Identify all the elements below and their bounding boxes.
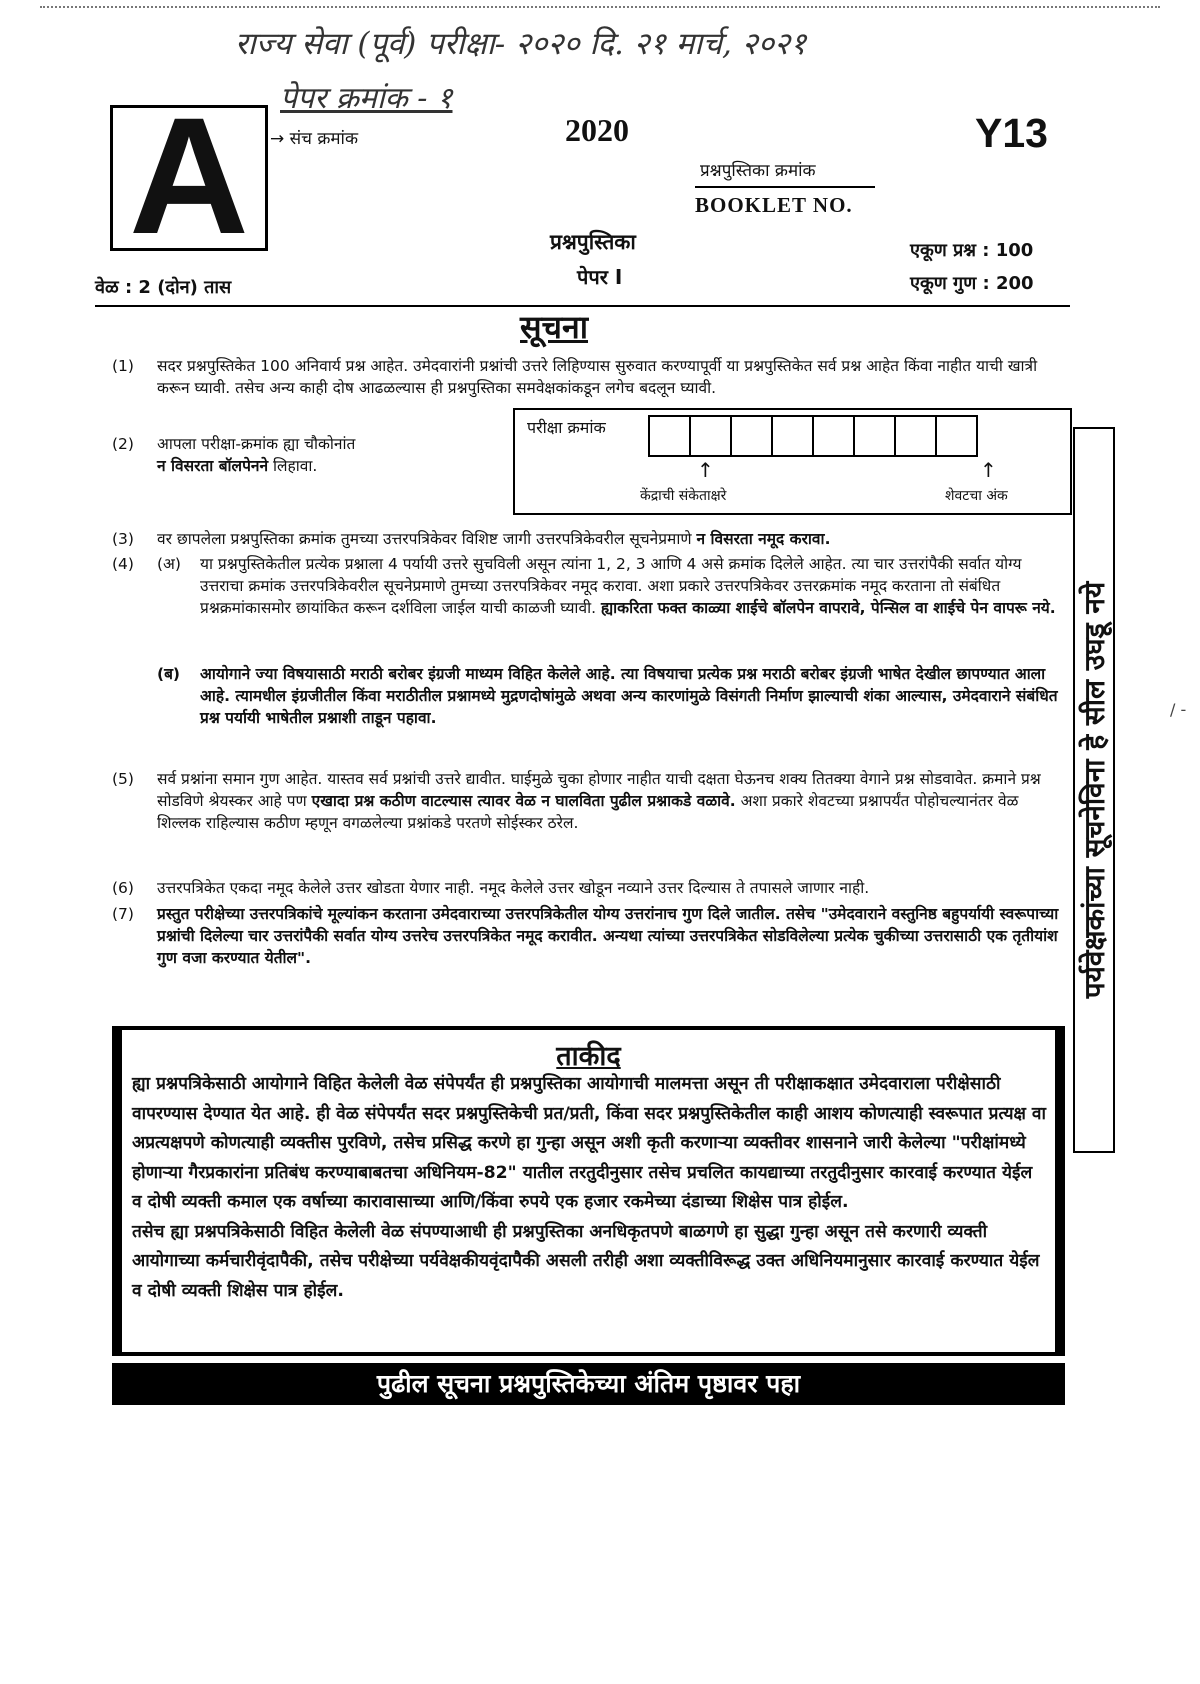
stray-mark: / - bbox=[1170, 700, 1187, 719]
seal-note-text: पर्यवेक्षकांच्या सूचनेविना हे सील उघडू नये bbox=[1078, 581, 1111, 999]
set-label: → संच क्रमांक bbox=[270, 129, 359, 149]
instruction-4a-body: या प्रश्नपुस्तिकेतील प्रत्येक प्रश्नाला 4 पर्यायी उत्तरे सुचविली असून त्यांना 1, 2, 3 आणि 4 असे क्रमांक दिलेले आहेत. त्या चार उत्तरांपैकी सर्वात योग्य उत्तराचा क्रमांक उत्तरपत्रिकेवरील सूचनेप्रमाणे तुमच्या उत्तरपत्रिकेवर नमूद करावा. अशा प्रकारे उत्तरपत्रिकेवर उत्तरक्रमांक नमूद करताना तो संबंधित प्रश्नक्रमांकासमोर छायांकित करून दर्शविला जाईल याची काळजी घ्यावी. bbox=[200, 555, 1022, 617]
roll-number-label: परीक्षा क्रमांक bbox=[527, 418, 606, 437]
instruction-5-text-bold: एखादा प्रश्न कठीण वाटल्यास त्यावर वेळ न घालविता पुढील प्रश्नाकडे वळावे. bbox=[311, 792, 736, 810]
instruction-2-text-bold: न विसरता बॉलपेनने bbox=[157, 457, 269, 475]
set-letter: A bbox=[129, 105, 249, 251]
instruction-2-text bbox=[157, 433, 502, 477]
roll-cell[interactable] bbox=[812, 415, 855, 457]
instruction-3-text bbox=[157, 528, 1062, 550]
instruction-2-number: (2) bbox=[112, 435, 134, 453]
instructions-title: सूचना bbox=[520, 308, 589, 346]
booklet-number-label-english: BOOKLET NO. bbox=[695, 193, 853, 217]
roll-cell[interactable] bbox=[689, 415, 732, 457]
instruction-4b-label: (ब) bbox=[157, 665, 181, 683]
roll-number-cells bbox=[650, 415, 978, 457]
instruction-5-number: (5) bbox=[112, 770, 134, 788]
seal-note-box bbox=[1073, 427, 1115, 1153]
instruction-6-number: (6) bbox=[112, 879, 134, 897]
booklet-number-divider bbox=[695, 186, 875, 188]
roll-cell[interactable] bbox=[771, 415, 814, 457]
roll-cell[interactable] bbox=[894, 415, 937, 457]
warning-paragraph-2: तसेच ह्या प्रश्नपत्रिकेसाठी विहित केलेली वेळ संपण्याआधी ही प्रश्नपुस्तिका अनधिकृतपणे बाळगणे हा सुद्धा गुन्हा असून तसे करणारी व्यक्ती आयोगाच्या कर्मचारीवृंदापैकी, तसेच परीक्षेच्या पर्यवेक्षकीयवृंदापैकी असली तरीही अशा व्यक्तीविरूद्ध उक्त अधिनियमानुसार कारवाई करण्यात येईल व दोषी व्यक्ती शिक्षेस पात्र होईल. bbox=[132, 1221, 1040, 1301]
instruction-3-text-bold: न विसरता नमूद करावा. bbox=[696, 530, 831, 548]
instruction-7-number: (7) bbox=[112, 905, 134, 923]
instruction-4a-text bbox=[200, 553, 1062, 619]
roll-cell[interactable] bbox=[648, 415, 691, 457]
instruction-4b-text: आयोगाने ज्या विषयासाठी मराठी बरोबर इंग्रजी माध्यम विहित केलेले आहे. त्या विषयाचा प्रत्येक प्रश्न मराठी बरोबर इंग्रजी भाषेत देखील छापण्यात आला आहे. त्यामधील इंग्रजीतील किंवा मराठीतील प्रश्नामध्ये मुद्रणदोषांमुळे अथवा अन्य कारणांमुळे विसंगती निर्माण झाल्याची शंका आल्यास, उमेदवाराने संबंधित प्रश्न पर्यायी भाषेतील प्रश्नाशी ताडून पहावा. bbox=[200, 665, 1058, 727]
instruction-6-text: उत्तरपत्रिकेत एकदा नमूद केलेले उत्तर खोडता येणार नाही. नमूद केलेले उत्तर खोडून नव्याने उत्तर दिल्यास ते तपासले जाणार नाही. bbox=[157, 879, 870, 897]
roll-cell[interactable] bbox=[730, 415, 773, 457]
instruction-2-text-c: लिहावा. bbox=[268, 457, 318, 475]
instruction-7-text: प्रस्तुत परीक्षेच्या उत्तरपत्रिकांचे मूल्यांकन करताना उमेदवाराच्या उत्तरपत्रिकेतील योग्य उत्तरांनाच गुण दिले जातील. तसेच "उमेदवाराने वस्तुनिष्ठ बहुपर्यायी स्वरूपाच्या प्रश्नांची दिलेल्या चार उत्तरांपैकी सर्वात योग्य उत्तरेच उत्तरपत्रिकेत नमूद करावीत. अन्यथा त्यांच्या उत्तरपत्रिकेत सोडविलेल्या प्रत्येक चुकीच्या उत्तरासाठी एक तृतीयांश गुण वजा करण्यात येतील". bbox=[157, 905, 1059, 967]
exam-duration: वेळ : 2 (दोन) तास bbox=[95, 277, 232, 298]
total-questions: एकूण प्रश्न : 100 bbox=[910, 240, 1034, 261]
roll-number-box bbox=[513, 408, 1072, 515]
instruction-4a-label: (अ) bbox=[157, 555, 181, 573]
handwritten-exam-note: राज्य सेवा (पूर्व) परीक्षा- २०२० दि. २१ मार्च, २०२१ bbox=[235, 26, 807, 62]
warning-body bbox=[132, 1070, 1047, 1306]
footer-banner: पुढील सूचना प्रश्नपुस्तिकेच्या अंतिम पृष्ठावर पहा bbox=[112, 1363, 1065, 1405]
top-dotted-border bbox=[40, 6, 1160, 8]
instruction-5-text bbox=[157, 768, 1062, 834]
booklet-number-label-marathi: प्रश्नपुस्तिका क्रमांक bbox=[700, 161, 816, 181]
instruction-4a-bold: ह्याकरिता फक्त काळ्या शाईचे बॉलपेन वापरावे, पेन्सिल वा शाईचे पेन वापरू नये. bbox=[600, 599, 1056, 617]
handwritten-paper-number: पेपर क्रमांक - १ bbox=[280, 81, 453, 116]
total-marks: एकूण गुण : 200 bbox=[910, 273, 1034, 294]
instruction-3-text-a: वर छापलेला प्रश्नपुस्तिका क्रमांक तुमच्या उत्तरपत्रिकेवर विशिष्ट जागी उत्तरपत्रिकेवरील सूचनेप्रमाणे bbox=[157, 530, 697, 548]
arrow-up-icon: ↑ bbox=[980, 458, 997, 482]
last-digit-caption: शेवटचा अंक bbox=[945, 488, 1008, 504]
instruction-2-text-a: आपला परीक्षा-क्रमांक ह्या चौकोनांत bbox=[157, 435, 356, 453]
arrow-up-icon: ↑ bbox=[697, 458, 714, 482]
roll-cell[interactable] bbox=[853, 415, 896, 457]
instruction-3-number: (3) bbox=[112, 530, 134, 548]
exam-year: 2020 bbox=[565, 112, 629, 148]
instruction-4-number: (4) bbox=[112, 555, 134, 573]
set-letter-box bbox=[110, 105, 268, 251]
instruction-5-text-a: सर्व प्रश्नांना समान गुण आहेत. यास्तव सर्व प्रश्नांची उत्तरे द्यावीत. घाईमुळे चुका होणार नाहीत याची दक्षता घेऊनच शक्य तितक्या वेगाने प्रश्न सोडवावेत. क्रमाने प्रश्न सोडविणे श्रेयस्कर आहे पण bbox=[157, 770, 1041, 810]
question-booklet-title: प्रश्नपुस्तिका bbox=[550, 230, 636, 254]
warning-title: ताकीद bbox=[556, 1041, 621, 1072]
center-code-caption: केंद्राची संकेताक्षरे bbox=[640, 488, 727, 504]
instruction-1-text: सदर प्रश्नपुस्तिकेत 100 अनिवार्य प्रश्न आहेत. उमेदवारांनी प्रश्नांची उत्तरे लिहिण्यास सुरुवात करण्यापूर्वी या प्रश्नपुस्तिकेत सर्व प्रश्न आहेत किंवा नाहीत याची खात्री करून घ्यावी. तसेच अन्य काही दोष आढळल्यास ही प्रश्नपुस्तिका समवेक्षकांकडून लगेच बदलून घ्यावी. bbox=[157, 357, 1038, 397]
instruction-1-number: (1) bbox=[112, 357, 134, 375]
roll-cell[interactable] bbox=[935, 415, 978, 457]
warning-paragraph-1: ह्या प्रश्नपत्रिकेसाठी आयोगाने विहित केलेली वेळ संपेपर्यंत ही प्रश्नपुस्तिका आयोगाची मालमत्ता असून ती परीक्षाकक्षात उमेदवाराला परीक्षेसाठी वापरण्यास देण्यात येत आहे. ही वेळ संपेपर्यंत सदर प्रश्नपुस्तिकेची प्रत/प्रती, किंवा सदर प्रश्नपुस्तिकेतील काही आशय कोणत्याही स्वरूपात प्रत्यक्ष वा अप्रत्यक्षपणे कोणत्याही व्यक्तीस पुरविणे, तसेच प्रसिद्ध करणे हा गुन्हा असून अशी कृती करणाऱ्या व्यक्तीवर शासनाने जारी केलेल्या "परीक्षांमध्ये होणाऱ्या गैरप्रकारांना प्रतिबंध करण्याबाबतचा अधिनियम-82" यातील तरतुदीनुसार तसेच प्रचलित कायद्याच्या तरतुदीनुसार कारवाई करण्यात येईल व दोषी व्यक्ती कमाल एक वर्षाच्या कारावासाच्या आणि/किंवा रुपये एक हजार रकमेच्या दंडाच्या शिक्षेस पात्र होईल. bbox=[132, 1074, 1046, 1212]
warning-box bbox=[112, 1026, 1065, 1356]
instruction-5-text-c: अशा प्रकारे शेवटच्या प्रश्नापर्यंत पोहोचल्यानंतर वेळ शिल्लक राहिल्यास कठीण म्हणून वगळलेल्या प्रश्नांकडे परतणे सोईस्कर ठरेल. bbox=[157, 792, 1019, 832]
booklet-code: Y13 bbox=[975, 110, 1048, 156]
paper-label: पेपर I bbox=[577, 265, 623, 289]
